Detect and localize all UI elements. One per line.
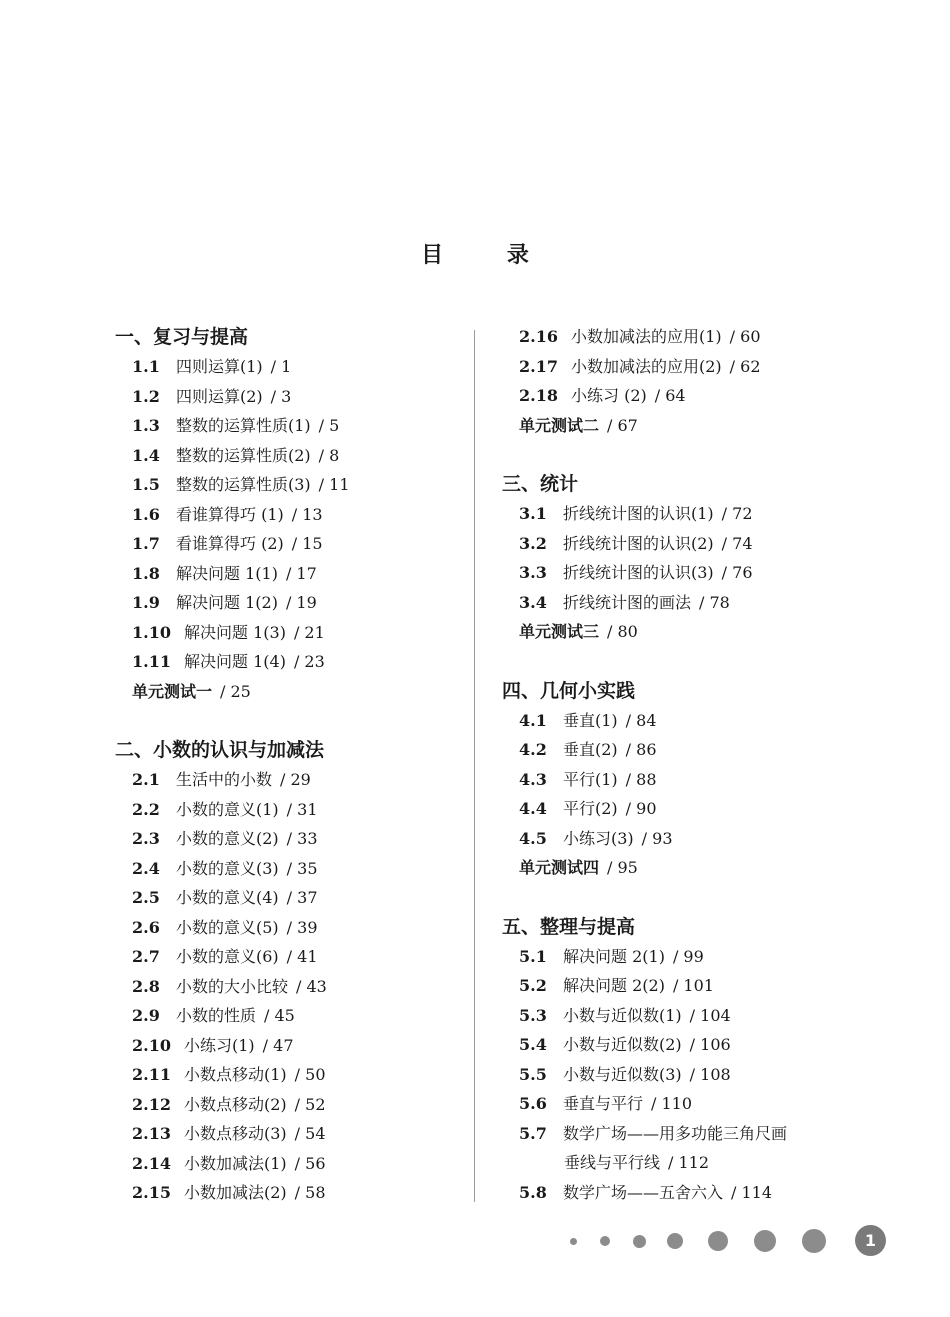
toc-entry: [502, 322, 862, 352]
entry-number: 2.16: [519, 327, 558, 346]
entry-number: 4.4: [519, 799, 547, 818]
entry-title: 垂直(2): [563, 740, 618, 759]
toc-entry: [502, 1001, 862, 1031]
entry-number: 1.5: [132, 475, 160, 494]
toc-right-column: [502, 322, 862, 1207]
entry-page: / 112: [668, 1153, 710, 1172]
unit-test-entry: [502, 411, 862, 441]
entry-number: 2.1: [132, 770, 160, 789]
entry-title: 小数点移动(3): [184, 1124, 287, 1143]
entry-page: / 15: [291, 534, 323, 553]
entry-page: / 41: [286, 947, 318, 966]
entry-page: / 17: [285, 563, 317, 583]
entry-number: 2.13: [132, 1124, 171, 1143]
entry-number: 2.15: [132, 1183, 171, 1202]
entry-title: 解决问题 1(4): [184, 652, 286, 671]
entry-title: 整数的运算性质(2): [176, 445, 311, 465]
entry-number: 1.8: [132, 563, 160, 583]
entry-page: / 88: [625, 769, 657, 789]
toc-entry: [502, 529, 862, 559]
entry-page: / 3: [270, 386, 292, 406]
entry-page: / 99: [672, 946, 704, 966]
toc-entry: [502, 588, 862, 618]
toc-entry: [502, 1089, 862, 1119]
entry-title: 小数加减法的应用(2): [571, 356, 722, 376]
decorative-dot: [754, 1230, 776, 1252]
toc-entry: [115, 1060, 475, 1090]
entry-page: / 39: [286, 917, 318, 937]
entry-title: 四则运算(2): [176, 386, 263, 406]
entry-page: / 52: [294, 1094, 326, 1114]
entry-number: 4.1: [519, 710, 547, 730]
entry-page: / 19: [285, 593, 317, 612]
decorative-dot: [600, 1236, 610, 1246]
entry-title: 垂线与平行线: [564, 1153, 661, 1172]
entry-number: 2.9: [132, 1006, 160, 1025]
entry-title: 小数与近似数(2): [563, 1035, 682, 1054]
toc-entry: [115, 972, 475, 1002]
toc-entry: [115, 470, 475, 500]
entry-page: / 5: [318, 416, 340, 435]
toc-entry: [502, 824, 862, 854]
entry-title: 解决问题 1(1): [176, 563, 278, 583]
unit-test-entry: [115, 677, 475, 707]
entry-page: / 21: [293, 622, 325, 642]
toc-entry: [502, 499, 862, 529]
decorative-dot: [570, 1238, 577, 1245]
entry-page: / 56: [294, 1153, 326, 1173]
entry-number: 2.4: [132, 858, 160, 878]
entry-title: 小练习 (2): [571, 386, 647, 405]
entry-page: / 67: [607, 415, 638, 435]
decorative-dot: [667, 1233, 683, 1249]
toc-entry: [115, 529, 475, 559]
unit-test-entry: [502, 853, 862, 883]
toc-entry: [115, 795, 475, 825]
toc-entry: [115, 1178, 475, 1208]
entry-title: 小数的意义(4): [176, 888, 279, 907]
entry-page: / 104: [689, 1005, 731, 1025]
entry-title: 数学广场——五舍六入: [563, 1182, 724, 1202]
entry-number: 2.7: [132, 947, 160, 966]
entry-number: 1.9: [132, 593, 160, 612]
decorative-dot: [633, 1235, 646, 1248]
toc-entry: [115, 765, 475, 795]
toc-entry: [502, 1119, 862, 1149]
entry-title: 折线统计图的认识(3): [563, 563, 714, 582]
entry-number: 5.3: [519, 1005, 547, 1025]
toc-entry: [502, 706, 862, 736]
entry-title: 解决问题 1(3): [184, 622, 286, 642]
section-gap: [502, 883, 862, 912]
toc-entry: [115, 441, 475, 471]
decorative-dot: [708, 1231, 728, 1251]
entry-page: / 50: [294, 1065, 326, 1084]
entry-number: 2.11: [132, 1065, 171, 1084]
toc-entry: [115, 942, 475, 972]
entry-number: 2.12: [132, 1094, 171, 1114]
entry-number: 2.10: [132, 1035, 171, 1055]
entry-number: 2.5: [132, 888, 160, 907]
entry-title: 小数加减法(2): [184, 1183, 287, 1202]
toc-entry: [115, 1119, 475, 1149]
chapter-heading: 二、小数的认识与加减法: [115, 739, 325, 761]
toc-entry: [502, 765, 862, 795]
page-title: 目 录: [421, 243, 557, 268]
toc-entry: [115, 618, 475, 648]
entry-number: 3.4: [519, 592, 547, 612]
unit-test-entry: [502, 617, 862, 647]
page-number: 1: [855, 1225, 886, 1256]
decorative-dot: [802, 1229, 826, 1253]
entry-page: / 33: [286, 829, 318, 848]
entry-title: 小数的意义(3): [176, 858, 279, 878]
chapter-heading: 三、统计: [502, 473, 579, 495]
entry-title: 平行(1): [563, 769, 618, 789]
entry-title: 看谁算得巧 (2): [176, 534, 284, 553]
toc-left-column: [115, 322, 475, 1208]
entry-number: 2.8: [132, 976, 160, 996]
entry-page: / 86: [625, 740, 657, 759]
toc-entry: [115, 1149, 475, 1179]
entry-title: 垂直(1): [563, 710, 618, 730]
toc-entry: [115, 1001, 475, 1031]
entry-title: 单元测试三: [519, 622, 600, 641]
entry-number: 3.1: [519, 504, 547, 523]
entry-number: 5.6: [519, 1094, 547, 1113]
entry-title: 小数与近似数(1): [563, 1005, 682, 1025]
toc-entry: [502, 558, 862, 588]
entry-title: 小练习(1): [184, 1035, 255, 1055]
toc-entry: [115, 913, 475, 943]
toc-entry: [502, 942, 862, 972]
entry-page: / 25: [220, 681, 251, 701]
entry-page: / 101: [672, 976, 714, 995]
entry-page: / 84: [625, 710, 657, 730]
toc-entry: [502, 794, 862, 824]
entry-page: / 114: [731, 1182, 773, 1202]
entry-number: 1.7: [132, 534, 160, 553]
entry-title: 小数加减法的应用(1): [571, 327, 722, 346]
entry-number: 3.3: [519, 563, 547, 582]
toc-entry: [115, 352, 475, 382]
entry-title: 折线统计图的认识(2): [563, 533, 714, 553]
entry-page: / 93: [641, 828, 673, 848]
entry-page: / 8: [318, 445, 340, 465]
entry-page: / 64: [654, 386, 686, 405]
toc-entry: [115, 1090, 475, 1120]
entry-page: / 76: [721, 563, 753, 582]
entry-number: 1.10: [132, 622, 171, 642]
entry-title: 单元测试二: [519, 415, 600, 435]
entry-number: 1.4: [132, 445, 160, 465]
entry-title: 生活中的小数: [176, 770, 273, 789]
entry-page: / 90: [625, 799, 657, 818]
entry-number: 2.18: [519, 386, 558, 405]
entry-title: 小数的意义(2): [176, 829, 279, 848]
entry-title: 小数的意义(5): [176, 917, 279, 937]
entry-number: 5.4: [519, 1035, 547, 1054]
entry-title: 小数的意义(1): [176, 799, 279, 819]
toc-entry: [502, 735, 862, 765]
section-gap: [502, 440, 862, 469]
entry-title: 小数与近似数(3): [563, 1064, 682, 1084]
toc-entry: [115, 411, 475, 441]
entry-page: / 45: [264, 1006, 295, 1025]
entry-number: 2.3: [132, 829, 160, 848]
entry-page: / 37: [286, 888, 318, 907]
toc-entry: [115, 500, 475, 530]
section-gap: [115, 706, 475, 735]
entry-page: / 78: [699, 592, 730, 612]
entry-title: 四则运算(1): [176, 357, 263, 376]
entry-title: 数学广场——用多功能三角尺画: [563, 1123, 788, 1143]
page-dots-decoration: [560, 1227, 890, 1255]
section-gap: [502, 647, 862, 676]
entry-title: 垂直与平行: [563, 1094, 644, 1113]
entry-title: 小数的性质: [176, 1006, 257, 1025]
entry-number: 5.2: [519, 976, 547, 995]
entry-number: 5.1: [519, 946, 547, 966]
entry-title: 解决问题 2(1): [563, 946, 665, 966]
entry-page: / 60: [729, 327, 761, 346]
entry-title: 单元测试四: [519, 858, 600, 877]
toc-entry: [502, 1030, 862, 1060]
entry-number: 5.5: [519, 1064, 547, 1084]
entry-title: 看谁算得巧 (1): [176, 504, 284, 524]
chapter-heading: 四、几何小实践: [502, 679, 636, 702]
entry-title: 小数点移动(2): [184, 1094, 287, 1114]
entry-page: / 1: [270, 357, 292, 376]
entry-number: 1.6: [132, 504, 160, 524]
entry-page: / 43: [296, 976, 327, 996]
toc-entry: [115, 824, 475, 854]
column-divider: [474, 330, 475, 1202]
entry-page: / 74: [721, 533, 753, 553]
entry-title: 整数的运算性质(1): [176, 416, 311, 435]
entry-title: 折线统计图的认识(1): [563, 504, 714, 523]
entry-number: 2.14: [132, 1153, 171, 1173]
entry-number: 5.7: [519, 1123, 547, 1143]
toc-entry: [502, 1148, 862, 1178]
entry-title: 整数的运算性质(3): [176, 475, 311, 494]
entry-number: 1.2: [132, 386, 160, 406]
toc-entry: [115, 1031, 475, 1061]
entry-page: / 29: [280, 770, 311, 789]
entry-number: 5.8: [519, 1182, 547, 1202]
entry-number: 1.11: [132, 652, 171, 671]
toc-entry: [115, 559, 475, 589]
toc-entry: [502, 381, 862, 411]
entry-page: / 110: [651, 1094, 693, 1113]
entry-page: / 80: [607, 622, 638, 641]
entry-title: 小数点移动(1): [184, 1065, 287, 1084]
entry-page: / 58: [294, 1183, 326, 1202]
entry-number: 1.3: [132, 416, 160, 435]
entry-page: / 106: [689, 1035, 731, 1054]
entry-page: / 23: [293, 652, 325, 671]
entry-number: 1.1: [132, 357, 160, 376]
toc-entry: [115, 883, 475, 913]
chapter-heading: 一、复习与提高: [115, 326, 249, 348]
entry-page: / 47: [262, 1035, 294, 1055]
entry-title: 小练习(3): [563, 828, 634, 848]
entry-title: 平行(2): [563, 799, 618, 818]
entry-page: / 62: [729, 356, 761, 376]
entry-page: / 11: [318, 475, 350, 494]
entry-number: 3.2: [519, 533, 547, 553]
entry-number: 2.17: [519, 356, 558, 376]
entry-title: 单元测试一: [132, 681, 213, 701]
entry-number: 4.3: [519, 769, 547, 789]
toc-entry: [502, 971, 862, 1001]
entry-title: 小数的意义(6): [176, 947, 279, 966]
toc-entry: [502, 1178, 862, 1208]
entry-title: 折线统计图的画法: [563, 592, 692, 612]
entry-number: 4.5: [519, 828, 547, 848]
entry-number: 4.2: [519, 740, 547, 759]
entry-page: / 54: [294, 1124, 326, 1143]
entry-title: 解决问题 2(2): [563, 976, 665, 995]
entry-page: / 35: [286, 858, 318, 878]
entry-title: 小数的大小比较: [176, 976, 289, 996]
entry-number: 2.6: [132, 917, 160, 937]
chapter-heading: 五、整理与提高: [502, 915, 636, 938]
toc-entry: [115, 382, 475, 412]
entry-page: / 72: [721, 504, 753, 523]
entry-number: 2.2: [132, 799, 160, 819]
entry-page: / 108: [689, 1064, 731, 1084]
toc-entry: [115, 647, 475, 677]
entry-title: 小数加减法(1): [184, 1153, 287, 1173]
toc-entry: [115, 588, 475, 618]
toc-entry: [502, 1060, 862, 1090]
entry-title: 解决问题 1(2): [176, 593, 278, 612]
entry-page: / 31: [286, 799, 318, 819]
entry-page: / 95: [607, 858, 638, 877]
toc-entry: [115, 854, 475, 884]
toc-entry: [502, 352, 862, 382]
entry-page: / 13: [291, 504, 323, 524]
